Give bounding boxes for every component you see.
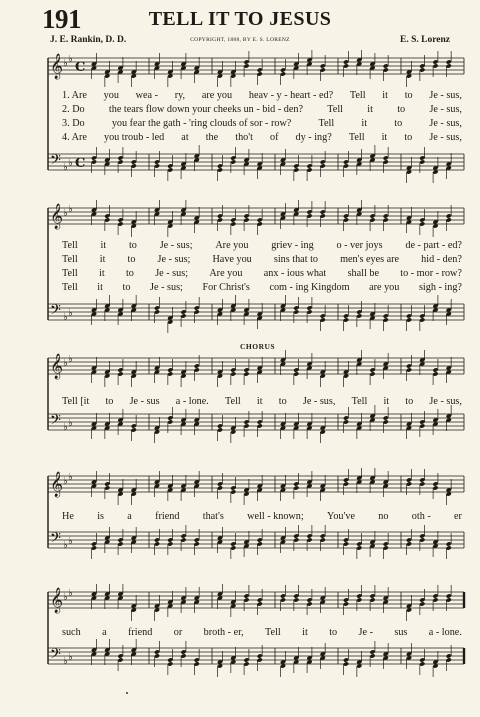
music-system-4: [0, 468, 480, 568]
lyric-word: to: [404, 132, 413, 143]
flat-icon: ♭: [68, 54, 73, 65]
lyric-word: to: [278, 396, 287, 407]
lyric-word: the: [205, 132, 219, 143]
lyric-word: de - part - ed?: [405, 240, 462, 251]
lyric-word: 4. Are: [62, 132, 87, 143]
lyric-word: sigh - ing?: [418, 282, 462, 293]
flat-icon: ♭: [63, 312, 68, 323]
lyric-word: is: [97, 511, 104, 522]
lyric-word: it: [367, 104, 373, 115]
flat-icon: ♭: [63, 162, 68, 173]
lyric-word: to: [125, 268, 134, 279]
lyric-word: such: [62, 627, 81, 638]
lyric-word: friend: [128, 627, 153, 638]
lyric-word: griev - ing: [271, 240, 314, 251]
lyric-word: er: [454, 511, 462, 522]
lyric-word: to: [397, 104, 406, 115]
lyric-word: Je - sus: [129, 396, 160, 407]
lyric-word: Tell: [265, 627, 281, 638]
lyric-word: Tell [it: [62, 396, 90, 407]
flat-icon: ♭: [63, 656, 68, 667]
flat-icon: ♭: [63, 58, 68, 69]
lyric-word: to: [105, 396, 114, 407]
lyric-word: Are you: [215, 240, 249, 251]
treble-clef-icon: 𝄞: [50, 54, 64, 79]
lyric-word: Tell: [62, 240, 78, 251]
verse-line-3: [62, 118, 462, 129]
music-system-1: [0, 50, 480, 192]
lyric-word: Je - sus;: [159, 240, 193, 251]
lyric-word: a - lone.: [428, 627, 462, 638]
lyric-word: Tell: [318, 118, 335, 129]
flat-icon: ♭: [68, 652, 73, 663]
page-mark: [126, 692, 128, 694]
verse-line-5: [62, 240, 462, 251]
lyric-word: it: [256, 396, 263, 407]
lyric-word: it: [383, 396, 390, 407]
bass-clef-icon: 𝄢: [50, 646, 61, 666]
bass-clef-icon: 𝄢: [50, 302, 61, 322]
lyric-word: friend: [155, 511, 180, 522]
lyric-word: Tell: [62, 282, 78, 293]
lyric-word: are you: [369, 282, 400, 293]
lyric-word: or: [173, 627, 183, 638]
treble-clef-icon: 𝄞: [50, 588, 64, 613]
lyric-word: Je - sus;: [150, 282, 183, 293]
copyright-notice: COPYRIGHT, 1888, BY E. S. LORENZ: [190, 37, 290, 43]
lyric-word: well - known;: [247, 511, 304, 522]
lyric-word: Tell: [62, 254, 78, 265]
flat-icon: ♭: [63, 208, 68, 219]
time-signature-icon: C: [75, 60, 86, 75]
lyric-word: it: [361, 118, 368, 129]
lyric-word: no: [378, 511, 389, 522]
chorus-lyric-line-3: [62, 627, 462, 638]
composer-credit: E. S. Lorenz: [400, 35, 450, 45]
lyric-word: to: [128, 240, 137, 251]
lyric-word: You've: [327, 511, 355, 522]
music-system-5: [0, 584, 480, 694]
treble-clef-icon: 𝄞: [50, 472, 64, 497]
time-signature-icon: C: [75, 156, 86, 171]
flat-icon: ♭: [63, 540, 68, 551]
lyric-word: to - mor - row?: [400, 268, 462, 279]
lyric-word: to: [404, 90, 413, 101]
lyric-word: men's eyes are: [340, 254, 400, 265]
lyric-word: ry,: [174, 90, 186, 101]
lyric-word: it: [97, 282, 103, 293]
lyric-word: Tell: [348, 132, 365, 143]
flat-icon: ♭: [68, 536, 73, 547]
flat-icon: ♭: [68, 588, 73, 599]
author-credit: J. E. Rankin, D. D.: [50, 35, 127, 45]
lyric-word: you troub - led: [103, 132, 165, 143]
lyric-word: you fear the gath - 'ring clouds of sor - row?: [111, 118, 292, 129]
lyric-word: of: [269, 132, 279, 143]
lyric-word: sins that to: [273, 254, 319, 265]
lyric-word: sus: [394, 627, 408, 638]
lyric-word: Je - sus,: [429, 118, 462, 129]
lyric-word: Je - sus,: [429, 396, 462, 407]
lyric-word: a - lone.: [175, 396, 209, 407]
staff-pair-5: [0, 584, 480, 694]
lyric-word: Tell: [351, 396, 368, 407]
flat-icon: ♭: [68, 472, 73, 483]
lyric-word: shall be: [347, 268, 379, 279]
lyric-word: com - ing Kingdom: [269, 282, 350, 293]
hymn-header: [0, 0, 480, 52]
treble-clef-icon: 𝄞: [50, 354, 64, 379]
lyric-word: Je - sus;: [155, 268, 189, 279]
flat-icon: ♭: [68, 308, 73, 319]
verse-line-7: [62, 268, 462, 279]
bass-clef-icon: 𝄢: [50, 152, 61, 172]
hymn-title: TELL IT TO JESUS: [148, 8, 332, 30]
lyric-word: to: [122, 282, 131, 293]
verse-line-1: [62, 90, 462, 101]
verse-line-2: [62, 104, 462, 115]
lyric-word: Je - sus;: [157, 254, 191, 265]
treble-clef-icon: 𝄞: [50, 204, 64, 229]
lyric-word: Je - sus,: [429, 90, 462, 101]
chorus-lyric-line-1: [62, 396, 462, 407]
lyric-word: it: [381, 132, 388, 143]
lyric-word: are you: [201, 90, 233, 101]
lyric-word: Je - sus,: [429, 132, 462, 143]
lyric-word: Je - sus,: [302, 396, 336, 407]
lyric-word: Are you: [209, 268, 243, 279]
hymn-number: 191: [42, 4, 81, 34]
flat-icon: ♭: [68, 204, 73, 215]
lyric-word: dy - ing?: [295, 132, 332, 143]
lyric-word: a: [102, 627, 107, 638]
bass-clef-icon: 𝄢: [50, 530, 61, 550]
lyric-word: that's: [202, 511, 224, 522]
chorus-label: CHORUS: [240, 342, 276, 351]
flat-icon: ♭: [63, 358, 68, 369]
lyric-word: it: [99, 254, 106, 265]
lyric-word: it: [99, 268, 105, 279]
music-system-2: [0, 200, 480, 342]
lyric-word: to: [329, 627, 338, 638]
flat-icon: ♭: [68, 418, 73, 429]
lyric-word: Tell: [327, 104, 343, 115]
lyric-word: the tears flow down your cheeks un - bid - den?: [108, 104, 303, 115]
flat-icon: ♭: [63, 592, 68, 603]
lyric-word: it: [302, 627, 308, 638]
lyric-word: Je -: [358, 627, 373, 638]
lyric-word: it: [382, 90, 388, 101]
lyric-word: to: [405, 396, 414, 407]
lyric-word: heav - y - heart - ed?: [248, 90, 334, 101]
lyric-word: anx - ious what: [263, 268, 327, 279]
lyric-word: 2. Do: [62, 104, 85, 115]
lyric-word: oth -: [411, 511, 431, 522]
verse-line-6: [62, 254, 462, 265]
lyric-word: He: [62, 511, 74, 522]
lyric-word: Je - sus,: [429, 104, 462, 115]
bass-clef-icon: 𝄢: [50, 412, 61, 432]
lyric-word: to: [127, 254, 136, 265]
music-system-3: [0, 350, 480, 450]
lyric-word: hid - den?: [421, 254, 462, 265]
chorus-lyric-line-2: [62, 511, 462, 522]
lyric-word: o - ver joys: [336, 240, 383, 251]
lyric-word: For Christ's: [202, 282, 250, 293]
flat-icon: ♭: [63, 476, 68, 487]
lyric-word: tho't: [235, 132, 253, 143]
lyric-word: to: [394, 118, 403, 129]
lyric-word: 3. Do: [62, 118, 85, 129]
flat-icon: ♭: [68, 158, 73, 169]
flat-icon: ♭: [68, 354, 73, 365]
lyric-word: it: [100, 240, 107, 251]
verse-line-4: [62, 132, 462, 143]
lyric-word: at: [181, 132, 189, 143]
lyric-word: Tell: [349, 90, 366, 101]
lyric-word: 1. Are: [62, 90, 87, 101]
lyric-word: Have you: [212, 254, 252, 265]
lyric-word: a: [127, 511, 132, 522]
verse-line-8: [62, 282, 462, 293]
lyric-word: Tell: [62, 268, 78, 279]
lyric-word: you: [103, 90, 119, 101]
lyric-word: Tell: [225, 396, 241, 407]
flat-icon: ♭: [63, 422, 68, 433]
lyric-word: broth - er,: [203, 627, 244, 638]
lyric-word: wea -: [135, 90, 158, 101]
